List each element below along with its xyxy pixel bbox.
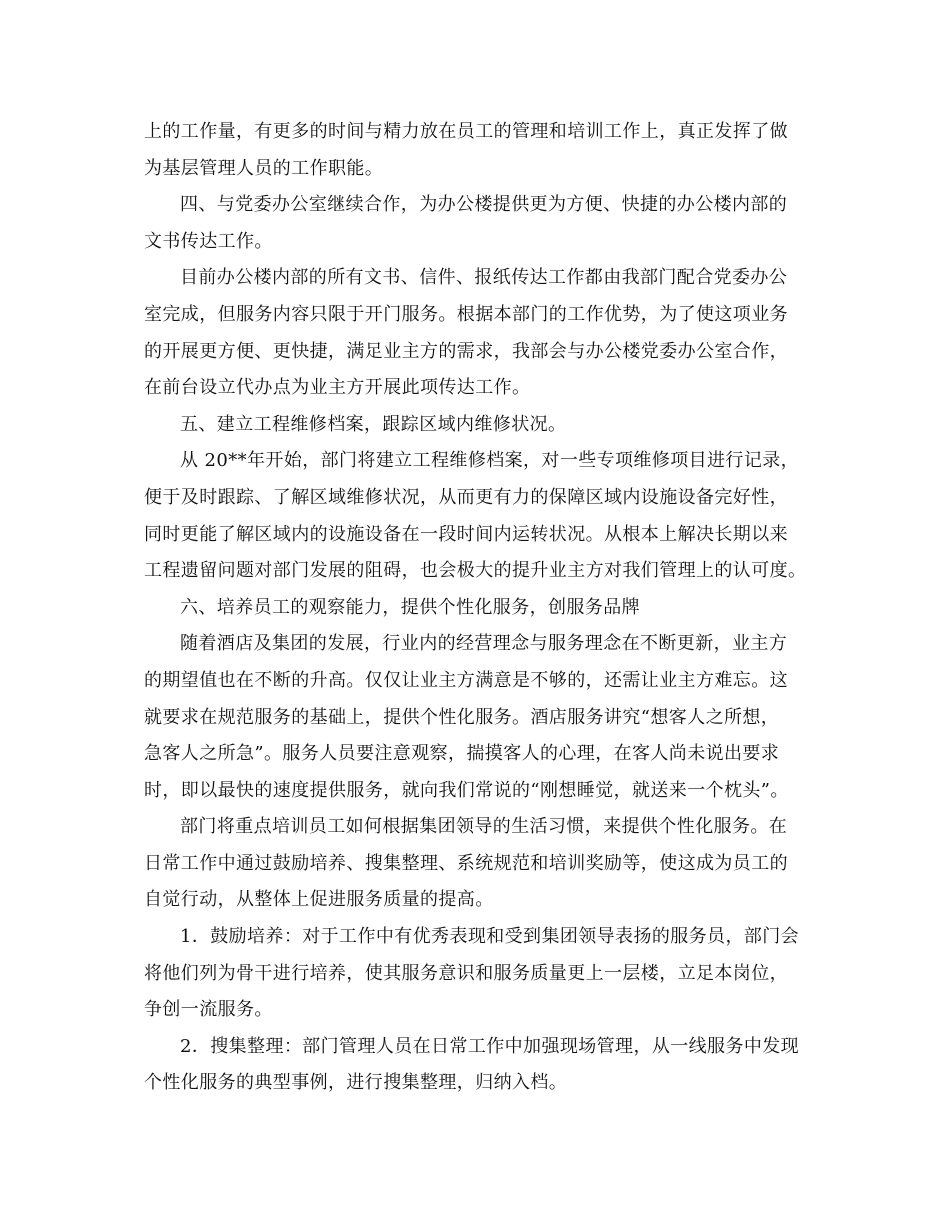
text-line: 时，即以最快的速度提供服务，就向我们常说的“刚想睡觉，就送来一个枕头”。 [144,779,789,801]
paragraph-training-plan [144,809,804,919]
text-line: 工程遗留问题对部门发展的阻碍，也会极大的提升业主方对我们管理上的认可度。 [144,560,807,582]
text-line: 室完成，但服务内容只限于开门服务。根据本部门的工作优势，为了使这项业务 [144,303,788,325]
paragraph-document-delivery [144,260,804,406]
text-line: 自觉行动，从整体上促进服务质量的提高。 [144,889,494,911]
text-line: 将他们列为骨干进行培养，使其服务意识和服务质量更上一层楼，立足本岗位， [144,962,788,984]
text-line: 同时更能了解区域内的设施设备在一段时间内运转状况。从根本上解决长期以来 [144,523,788,545]
list-item-1 [144,919,804,1029]
text-line: 为基层管理人员的工作职能。 [144,157,384,179]
list-item-2 [144,1029,804,1102]
text-line: 1．鼓励培养：对于工作中有优秀表现和受到集团领导表扬的服务员，部门会 [180,926,800,948]
paragraph-maintenance-records [144,443,807,589]
paragraph-workload [144,114,804,187]
text-line: 五、建立工程维修档案，跟踪区域内维修状况。 [180,413,567,435]
text-line: 便于及时跟踪、了解区域维修状况，从而更有力的保障区域内设施设备完好性， [144,486,788,508]
text-line: 六、培养员工的观察能力，提供个性化服务，创服务品牌 [180,596,640,618]
text-line: 四、与党委办公室继续合作，为办公楼提供更为方便、快捷的办公楼内部的 [180,194,788,216]
text-line: 从 20**年开始，部门将建立工程维修档案，对一些专项维修项目进行记录， [180,450,800,472]
text-line: 文书传达工作。 [144,230,273,252]
text-line: 在前台设立代办点为业主方开展此项传达工作。 [144,377,531,399]
text-line: 随着酒店及集团的发展，行业内的经营理念与服务理念在不断更新，业主方 [180,633,788,655]
document-body [144,114,807,1102]
text-line: 就要求在规范服务的基础上，提供个性化服务。酒店服务讲究“想客人之所想， [144,706,780,728]
text-line: 目前办公楼内部的所有文书、信件、报纸传达工作都由我部门配合党委办公 [180,267,788,289]
text-line: 急客人之所急”。服务人员要注意观察，揣摸客人的心理，在客人尚未说出要求 [144,743,780,765]
text-line: 争创一流服务。 [144,999,273,1021]
section-heading-4 [144,187,804,260]
text-line: 2．搜集整理：部门管理人员在日常工作中加强现场管理，从一线服务中发现 [180,1035,800,1057]
paragraph-personalized-service [144,626,804,809]
section-heading-5 [144,407,804,444]
text-line: 部门将重点培训员工如何根据集团领导的生活习惯，来提供个性化服务。在 [180,816,788,838]
text-line: 的开展更方便、更快捷，满足业主方的需求，我部会与办公楼党委办公室合作， [144,340,788,362]
text-line: 日常工作中通过鼓励培养、搜集整理、系统规范和培训奖励等，使这成为员工的 [144,852,788,874]
text-line: 的期望值也在不断的升高。仅仅让业主方满意是不够的，还需让业主方难忘。这 [144,669,788,691]
section-heading-6 [144,590,804,627]
text-line: 个性化服务的典型事例，进行搜集整理，归纳入档。 [144,1072,568,1094]
text-line: 上的工作量，有更多的时间与精力放在员工的管理和培训工作上，真正发挥了做 [144,121,788,142]
